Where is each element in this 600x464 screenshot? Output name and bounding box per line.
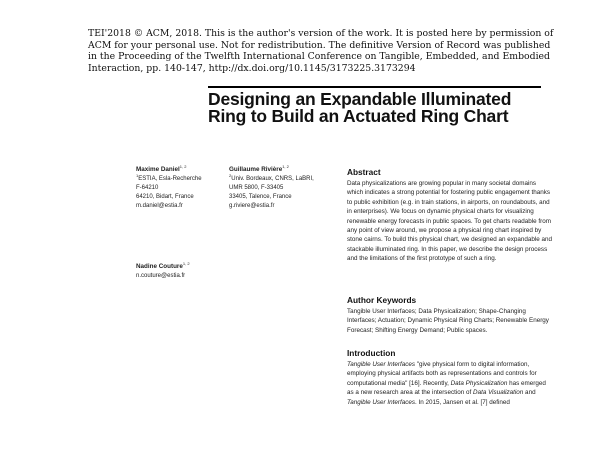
author-city: 64210, Bidart, France xyxy=(136,194,194,200)
introduction-text xyxy=(347,360,552,407)
title-rule xyxy=(208,86,541,88)
title-line-1: Designing an Expandable Illuminated xyxy=(208,89,512,109)
abstract-heading: Abstract xyxy=(347,167,381,177)
author-postal: F-64210 xyxy=(136,185,159,191)
author-email: n.couture@estia.fr xyxy=(136,273,186,279)
introduction-heading: Introduction xyxy=(347,348,396,358)
author-name: Guillaume Rivière xyxy=(229,166,283,173)
abstract-text: Data physicalizations are growing popular in many societal domains which indicates a strong potential for fostering public engagement thanks to public exhibition (e.g. in train stations, in airports, on roundabouts, and in enterprises). We focus on dynamic physical charts for visualizing renewable energy forecasts in public spaces. To get charts readable from any point of view around, we propose a physical ring chart inspired by stone cairns. To build this physical chart, we designed an expandable and stackable illuminated ring. In this paper, we describe the design process and the limitations of the first prototype of such a ring. xyxy=(347,180,553,263)
paper-title xyxy=(208,91,568,125)
author-block-3 xyxy=(136,262,190,281)
author-affiliation: ESTIA, Esla-Recherche xyxy=(138,176,202,182)
keywords-heading: Author Keywords xyxy=(347,295,417,305)
intro-term: Data Physicalization xyxy=(450,379,508,387)
intro-text: "give physical form to digital information, employing physical artifacts both as representations and controls for computational media" [16]. Recently, xyxy=(347,361,537,387)
intro-term: Data Visualization xyxy=(473,389,524,397)
intro-text: . In 2015, Jansen et al. [7] defined xyxy=(415,398,510,406)
intro-text: and xyxy=(523,389,536,397)
author-city: 33405, Talence, France xyxy=(229,194,292,200)
author-affil-sup: 1, 2 xyxy=(179,164,187,169)
intro-text: has emerged as a new research area at the intersection of xyxy=(347,379,546,397)
author-email: m.daniel@estia.fr xyxy=(136,203,183,209)
author-email: g.riviere@estia.fr xyxy=(229,203,275,209)
author-affil-sup: 1, 2 xyxy=(282,164,289,169)
author-name: Maxime Daniel xyxy=(136,166,180,173)
intro-term: Tangible User Interfaces xyxy=(347,361,416,368)
copyright-notice: TEI'2018 © ACM, 2018. This is the author's version of the work. It is posted here by permission of ACM for your personal use. Not for redistribution. The definitive Version of Record was published in the Proceeding of the Twelfth International Conference on Tangible, Embedded, and Embodied Interaction, pp. 140-147, http://dx.doi.org/10.1145/3173225.3173294 xyxy=(88,28,554,74)
affil-sup: 2 xyxy=(229,173,232,178)
author-affil-sup: 1, 2 xyxy=(182,261,190,266)
author-name: Nadine Couture xyxy=(136,263,183,270)
author-block-2 xyxy=(229,165,314,211)
intro-term: Tangible User Interfaces xyxy=(347,398,416,406)
author-affiliation: Univ. Bordeaux, CNRS, LaBRI, xyxy=(231,176,314,182)
author-block-1 xyxy=(136,165,202,211)
title-line-2: Ring to Build an Actuated Ring Chart xyxy=(208,106,509,126)
keywords-text: Tangible User Interfaces; Data Physicalization; Shape-Changing Interfaces; Actuation; Dynamic Physical Ring Charts; Renewable Energy Forecast; Shifting Energy Demand; Public spaces. xyxy=(347,308,549,334)
affil-sup: 1 xyxy=(136,173,139,178)
author-postal: UMR 5800, F-33405 xyxy=(229,185,284,191)
